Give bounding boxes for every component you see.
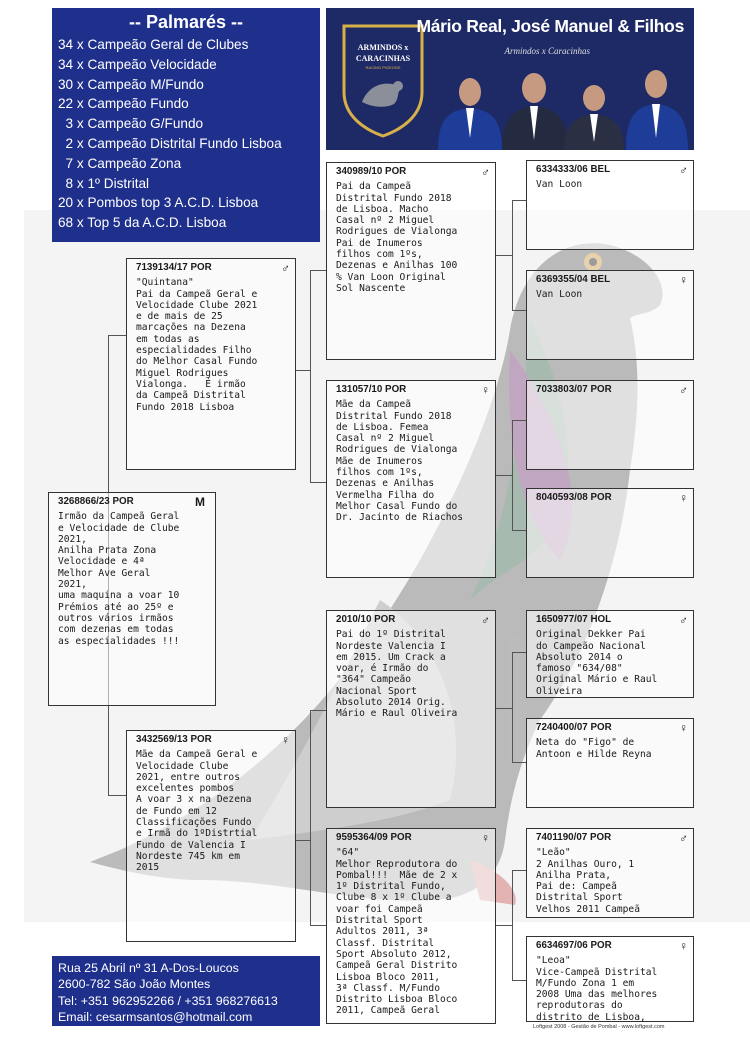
connector-line: [310, 710, 326, 711]
male-icon: ♂: [679, 383, 688, 397]
contact-phone: Tel: +351 962952266 / +351 968276613: [58, 993, 278, 1008]
ring-number: 9595364/09 POR: [336, 832, 412, 843]
palmares-item: 68 x Top 5 da A.C.D. Lisboa: [58, 215, 227, 231]
header-banner: [326, 8, 694, 150]
pedigree-card-sire-dam: [326, 380, 496, 578]
ring-number: 7139134/17 POR: [136, 262, 212, 273]
contact-address: Rua 25 Abril nº 31 A-Dos-Loucos: [58, 961, 239, 975]
ring-number: 8040593/08 POR: [536, 492, 612, 503]
pedigree-card-sds: [526, 380, 694, 470]
female-icon: ♀: [679, 273, 688, 287]
svg-text:ARMINDOS x: ARMINDOS x: [357, 43, 409, 52]
connector-line: [512, 980, 526, 981]
palmares-item: 22 x Campeão Fundo: [58, 96, 189, 112]
pedigree-card-dam: [126, 730, 296, 942]
pedigree-card-dam-sire: [326, 610, 496, 808]
contact-email: Email: cesarmsantos@hotmail.com: [58, 1010, 253, 1025]
ring-number: 2010/10 POR: [336, 614, 396, 625]
ring-number: 3268866/23 POR: [58, 496, 134, 507]
connector-line: [496, 925, 512, 926]
card-description: Irmão da Campeã Geral e Velocidade de Clube 2021, Anilha Prata Zona Velocidade e 4ª Melhor Ave Geral 2021, uma maquina a voar 10 Prémios até ao 25º e outros vários irmãos com dezenas em todas as especialidades !!!: [58, 511, 180, 647]
pedigree-card-sire: [126, 258, 296, 470]
ring-number: 6369355/04 BEL: [536, 274, 611, 285]
pedigree-card-dam-dam: [326, 828, 496, 1024]
card-description: Van Loon: [536, 289, 583, 301]
breeders-photo: [430, 58, 692, 150]
palmares-panel: [52, 8, 320, 242]
ring-number: 131057/10 POR: [336, 384, 407, 395]
palmares-item: 8 x 1º Distrital: [58, 175, 150, 191]
connector-line: [310, 482, 326, 483]
connector-line: [512, 652, 513, 762]
connector-line: [310, 925, 326, 926]
palmares-item: 3 x Campeão G/Fundo: [58, 116, 204, 132]
female-icon: ♀: [481, 383, 490, 397]
ring-number: 6334333/06 BEL: [536, 164, 611, 175]
male-icon: ♂: [281, 261, 290, 275]
palmares-item: 7 x Campeão Zona: [58, 155, 182, 171]
pedigree-card-sss: [526, 160, 694, 250]
connector-line: [512, 200, 526, 201]
pedigree-card-ssd: [526, 270, 694, 360]
connector-line: [496, 708, 512, 709]
breeder-title: Mário Real, José Manuel & Filhos: [416, 16, 684, 36]
female-icon: ♀: [679, 939, 688, 953]
breeder-subtitle: Armindos x Caracinhas: [504, 46, 590, 56]
contact-postcode: 2600-782 São João Montes: [58, 977, 211, 992]
pedigree-card-dds: [526, 828, 694, 918]
ring-number: 6634697/06 POR: [536, 940, 612, 951]
female-icon: ♀: [281, 733, 290, 747]
female-icon: ♀: [679, 491, 688, 505]
ring-number: 1650977/07 HOL: [536, 614, 612, 625]
connector-line: [310, 270, 311, 482]
connector-line: [108, 795, 126, 796]
club-logo: [340, 22, 426, 140]
palmares-item: 34 x Campeão Geral de Clubes: [58, 37, 249, 52]
male-icon: ♂: [481, 165, 490, 179]
connector-line: [512, 420, 526, 421]
connector-line: [496, 475, 512, 476]
card-description: "Leão" 2 Anilhas Ouro, 1 Anilha Prata, Pai de: Campeã Distrital Sport Velhos 2011 Campeã: [536, 847, 640, 915]
male-icon: ♂: [679, 613, 688, 627]
sex-indicator: M: [195, 495, 205, 509]
connector-line: [512, 870, 513, 980]
male-icon: ♂: [679, 163, 688, 177]
connector-line: [512, 652, 526, 653]
ring-number: 7240400/07 POR: [536, 722, 612, 733]
pedigree-card-sire-sire: [326, 162, 496, 360]
connector-line: [512, 530, 526, 531]
female-icon: ♀: [679, 721, 688, 735]
female-icon: ♀: [481, 831, 490, 845]
connector-line: [108, 335, 126, 336]
connector-line: [310, 270, 326, 271]
card-description: Van Loon: [536, 179, 583, 191]
pedigree-card-sdd: [526, 488, 694, 578]
male-icon: ♂: [679, 831, 688, 845]
card-description: Pai da Campeã Distrital Fundo 2018 de Lisboa. Macho Casal nº 2 Miguel Rodrigues de Vialonga Pai de Inumeros filhos com 1ºs, Dezenas e Anilhas 100 % Van Loon Original Sol Nascente: [336, 181, 458, 294]
male-icon: ♂: [481, 613, 490, 627]
card-description: "Leoa" Vice-Campeã Distrital M/Fundo Zona 1 em 2008 Uma das melhores reprodutoras do distrito de Lisboa,: [536, 955, 658, 1023]
footer-credit: Loftgest 2008 - Gestão de Pombal - www.loftgest.com: [533, 1024, 665, 1030]
palmares-item: 34 x Campeão Velocidade: [58, 56, 217, 72]
card-description: "64" Melhor Reprodutora do Pombal!!! Mãe de 2 x 1º Distrital Fundo, Clube 8 x 1º Clube a voar foi Campeã Distrital Sport Adultos 2011, 3ª Classf. Distrital Sport Absoluto 2012, Campeã Geral Distrito Lisboa Bloco 2011, 3ª Classf. M/Fundo Distrito Lisboa Bloco 2011, Campeã Geral: [336, 847, 458, 1017]
ring-number: 3432569/13 POR: [136, 734, 212, 745]
connector-line: [296, 840, 310, 841]
ring-number: 7033803/07 POR: [536, 384, 612, 395]
connector-line: [496, 255, 512, 256]
ring-number: 340989/10 POR: [336, 166, 407, 177]
pedigree-card-dsd: [526, 718, 694, 808]
svg-text:RACING PIGEONS: RACING PIGEONS: [365, 65, 401, 70]
card-description: Mãe da Campeã Geral e Velocidade Clube 2021, entre outros excelentes pombos A voar 3 x na Dezena de Fundo em 12 Classificações Fundo e Irmã do 1ºDistrtial Fundo de Valencia I Nordeste 745 km em 2015: [136, 749, 258, 874]
card-description: Mãe da Campeã Distrital Fundo 2018 de Lisboa. Femea Casal nº 2 Miguel Rodrigues de Vialonga Mãe de Inumeros filhos com 1ºs, Dezenas e Anilhas Vermelha Filha do Melhor Casal Fundo do Dr. Jacinto de Riachos: [336, 399, 464, 524]
palmares-item: 2 x Campeão Distrital Fundo Lisboa: [58, 135, 282, 151]
palmares-title: -- Palmarés --: [128, 12, 244, 32]
connector-line: [512, 200, 513, 310]
pedigree-card-subject: [48, 492, 216, 706]
connector-line: [512, 870, 526, 871]
palmares-item: 30 x Campeão M/Fundo: [58, 76, 204, 92]
card-description: "Quintana" Pai da Campeã Geral e Velocidade Clube 2021 e de mais de 25 marcações na Dezena em todas as especialidades Filho do Melhor Casal Fundo Miguel Rodrigues Vialonga. É irmão da Campeã Distrital Fundo 2018 Lisboa: [136, 277, 258, 413]
pedigree-card-ddd: [526, 936, 694, 1022]
connector-line: [296, 370, 310, 371]
svg-text:CARACINHAS: CARACINHAS: [355, 54, 411, 63]
contact-panel: [52, 956, 320, 1026]
card-description: Pai do 1º Distrital Nordeste Valencia I em 2015. Um Crack a voar, é Irmão do "364" Campeão Nacional Sport Absoluto 2014 Orig. Mário e Raul Oliveira: [336, 629, 458, 720]
ring-number: 7401190/07 POR: [536, 832, 612, 843]
connector-line: [512, 310, 526, 311]
palmares-item: 20 x Pombos top 3 A.C.D. Lisboa: [58, 195, 259, 211]
connector-line: [310, 710, 311, 925]
pedigree-card-dss: [526, 610, 694, 698]
connector-line: [512, 762, 526, 763]
connector-line: [512, 420, 513, 530]
card-description: Original Dekker Pai do Campeão Nacional Absoluto 2014 o famoso "634/08" Original Mário e Raul Oliveira: [536, 629, 658, 697]
card-description: Neta do "Figo" de Antoon e Hilde Reyna: [536, 737, 652, 760]
